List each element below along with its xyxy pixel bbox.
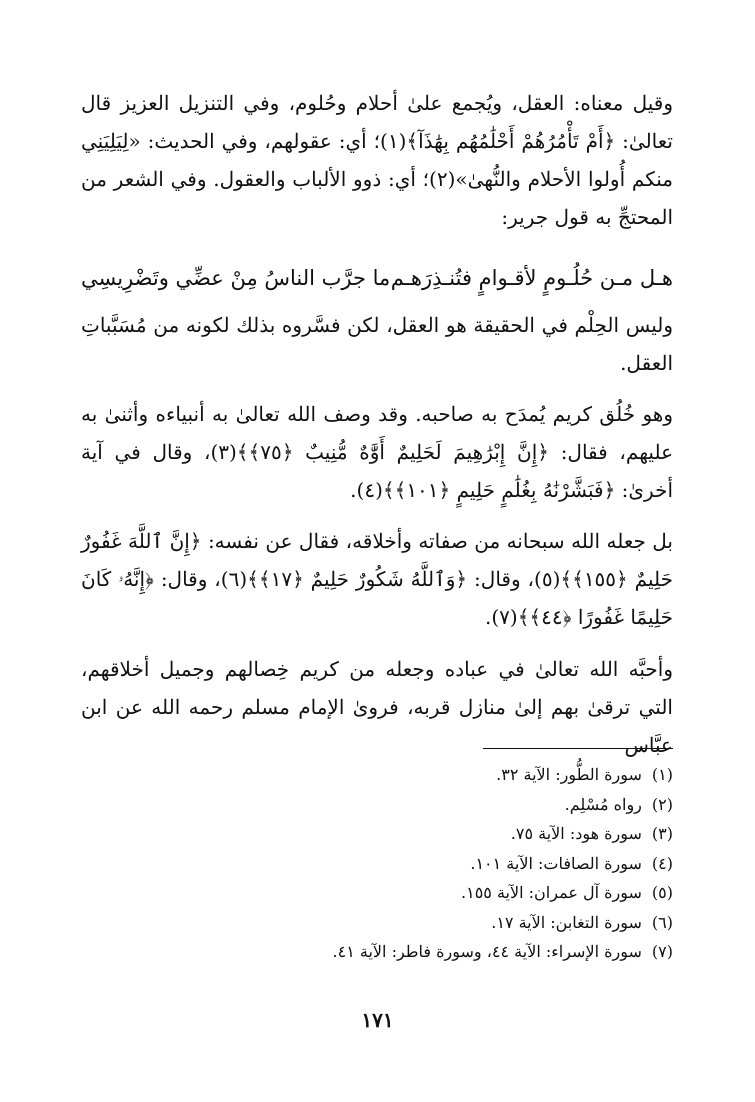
paragraph-5	[81, 650, 673, 764]
paragraph-4	[81, 522, 673, 636]
footnote	[73, 760, 673, 790]
verse-first-half: هـل مـن حُلُـومٍ لأقـوامٍ فتُنـذِرَهـم	[390, 266, 673, 290]
footnote-number: (٢)	[651, 794, 673, 814]
footnote	[73, 937, 673, 967]
paragraph-text: وليس الحِلْم في الحقيقة هو العقل، لكن فسَّروه بذلك لكونه من مُسَبَّباتِ العقل.	[81, 313, 673, 375]
verse-second-half: ما جرَّب الناسُ مِنْ عضِّي وتَضْرِيسِي	[81, 266, 391, 290]
footnote-text: سورة الطُّور: الآية ٣٢.	[496, 765, 642, 784]
footnote-number: (٥)	[651, 883, 673, 902]
footnote-number: (٣)	[651, 824, 673, 843]
footnote	[73, 908, 673, 938]
footnote-number: (٧)	[651, 942, 673, 961]
footnote-number: (٤)	[651, 853, 673, 873]
footnote-number: (١)	[651, 765, 673, 784]
footnote-text: سورة هود: الآية ٧٥.	[510, 824, 642, 843]
footnote-number: (٦)	[651, 912, 673, 932]
poetry-verse	[81, 258, 673, 298]
footnote-text: سورة آل عمران: الآية ١٥٥.	[461, 883, 642, 902]
footnote-text: رواه مُسْلِم.	[564, 794, 642, 814]
paragraph-1	[81, 84, 673, 236]
paragraph-text: وقيل معناه: العقل، ويُجمع علىٰ أحلام وحُلوم، وفي التنزيل العزيز قال تعالىٰ: ﴿أَمْ تَأْمُرُهُمْ أَحْلَٰمُهُم بِهَٰذَآ﴾(١)؛ أي: عقولهم، وفي الحديث: «لِيَلِيَنِي منكم أُولوا الأحلام والنُّهىٰ»(٢)؛ أي: ذوو الألباب والعقول. وفي الشعر من المحتجِّ به قول جرير:	[81, 91, 673, 229]
footnote	[73, 878, 673, 908]
footnote-separator	[483, 748, 673, 749]
page-number: ١٧١	[361, 1008, 394, 1032]
footnote	[73, 849, 673, 879]
footnote-text: سورة الإسراء: الآية ٤٤، وسورة فاطر: الآية ٤١.	[332, 942, 642, 961]
paragraph-text: بل جعله الله سبحانه من صفاته وأخلاقه، فقال عن نفسه: ﴿إِنَّ ٱللَّهَ غَفُورٌ حَلِيمٌ ﴿١٥٥﴾﴾(٥)، وقال: ﴿وَٱللَّهُ شَكُورٌ حَلِيمٌ ﴿١٧﴾﴾(٦)، وقال: ﴿إِنَّهُۥ كَانَ حَلِيمًا غَفُورًا ﴿٤٤﴾﴾(٧).	[81, 529, 674, 629]
footnote-text: سورة الصافات: الآية ١٠١.	[470, 853, 642, 873]
paragraph-2	[81, 306, 673, 382]
footnote	[73, 790, 673, 820]
footnote	[73, 819, 673, 849]
footnote-text: سورة التغابن: الآية ١٧.	[491, 912, 642, 932]
paragraph-3	[81, 395, 673, 509]
paragraph-text: وهو خُلُق كريم يُمدَح به صاحبه. وقد وصف الله تعالىٰ به أنبياءه وأثنىٰ به عليهم، فقال: ﴿إِنَّ إِبْرَٰهِيمَ لَحَلِيمٌ أَوَّٰهٌ مُّنِيبٌ ﴿٧٥﴾﴾(٣)، وقال في آية أخرىٰ: ﴿فَبَشَّرْنَٰهُ بِغُلَٰمٍ حَلِيمٍ ﴿١٠١﴾﴾(٤).	[81, 402, 673, 502]
footnotes	[73, 760, 673, 967]
paragraph-text: وأحبَّه الله تعالىٰ في عباده وجعله من كريم خِصالهم وجميل أخلاقهم، التي ترقىٰ بهم إلىٰ منازل قربه، فروىٰ الإمام مسلم رحمه الله عن ابن عبَّاس	[81, 657, 673, 757]
